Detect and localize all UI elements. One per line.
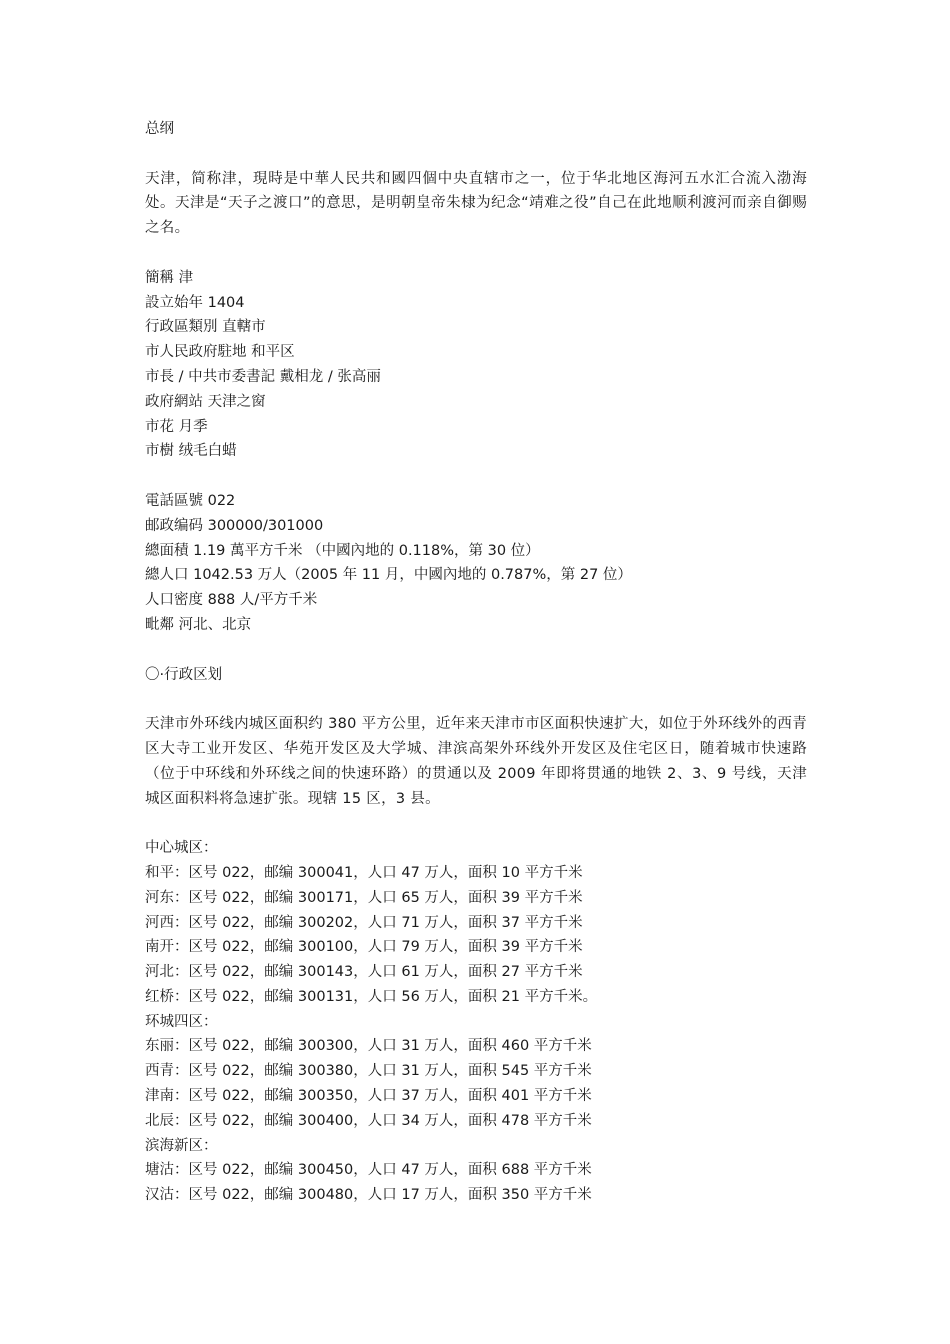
fact-line: 市人民政府駐地 和平区 xyxy=(145,344,295,361)
fact-line: 市花 月季 xyxy=(145,418,208,435)
fact-line: 行政區類別 直轄市 xyxy=(145,319,266,336)
district-line: 河东：区号 022，邮编 300171，人口 65 万人，面积 39 平方千米 xyxy=(145,889,583,906)
district-line: 和平：区号 022，邮编 300041，人口 47 万人，面积 10 平方千米 xyxy=(145,864,583,881)
district-line: 河北：区号 022，邮编 300143，人口 61 万人，面积 27 平方千米 xyxy=(145,964,583,981)
district-line: 河西：区号 022，邮编 300202，人口 71 万人，面积 37 平方千米 xyxy=(145,914,583,931)
district-group-label: 中心城区： xyxy=(145,840,218,857)
district-group-label: 环城四区： xyxy=(145,1013,218,1030)
district-list xyxy=(145,836,807,1208)
district-group-label: 滨海新区： xyxy=(145,1137,218,1154)
intro-paragraph: 天津，简称津，現時是中華人民共和國四個中央直辖市之一，位于华北地区海河五水汇合流入渤海处。天津是“天子之渡口”的意思，是明朝皇帝朱棣为纪念“靖难之役”自己在此地顺利渡河而亲自御赐之名。 xyxy=(145,170,807,237)
spacer xyxy=(145,811,807,836)
district-line: 东丽：区号 022，邮编 300300，人口 31 万人，面积 460 平方千米 xyxy=(145,1038,592,1055)
document-page xyxy=(145,117,807,1208)
district-line: 津南：区号 022，邮编 300350，人口 37 万人，面积 401 平方千米 xyxy=(145,1088,592,1105)
spacer xyxy=(145,241,807,266)
fact-line: 設立始年 1404 xyxy=(145,294,245,311)
fact-line: 總面積 1.19 萬平方千米 （中國內地的 0.118%，第 30 位） xyxy=(145,542,540,559)
fact-line: 總人口 1042.53 万人（2005 年 11 月，中國內地的 0.787%，第 27 位） xyxy=(145,567,632,584)
facts-list-2 xyxy=(145,489,807,638)
district-line: 塘沽：区号 022，邮编 300450，人口 47 万人，面积 688 平方千米 xyxy=(145,1162,592,1179)
section-paragraph: 天津市外环线内城区面积约 380 平方公里，近年来天津市市区面积快速扩大，如位于外环线外的西青区大寺工业开发区、华苑开发区及大学城、津滨高架外环线外开发区及住宅区日，随着城市快速路（位于中环线和外环线之间的快速环路）的贯通以及 2009 年即将贯通的地铁 2、3、9 号线，天津城区面积料将急速扩张。现辖 15 区，3 县。 xyxy=(145,716,807,807)
fact-line: 市長 / 中共市委書記 戴相龙 / 张高丽 xyxy=(145,368,381,385)
district-line: 北辰：区号 022，邮编 300400，人口 34 万人，面积 478 平方千米 xyxy=(145,1112,592,1129)
fact-line: 市樹 绒毛白蜡 xyxy=(145,443,237,460)
fact-line: 電話區號 022 xyxy=(145,492,236,509)
district-line: 红桥：区号 022，邮编 300131，人口 56 万人，面积 21 平方千米。 xyxy=(145,988,598,1005)
district-line: 西青：区号 022，邮编 300380，人口 31 万人，面积 545 平方千米 xyxy=(145,1063,592,1080)
spacer xyxy=(145,638,807,663)
district-line: 汉沽：区号 022，邮编 300480，人口 17 万人，面积 350 平方千米 xyxy=(145,1187,592,1204)
fact-line: 簡稱 津 xyxy=(145,269,194,286)
spacer xyxy=(145,142,807,167)
spacer xyxy=(145,687,807,712)
fact-line: 政府網站 天津之窗 xyxy=(145,393,266,410)
fact-line: 毗鄰 河北、北京 xyxy=(145,616,252,633)
fact-line: 人口密度 888 人/平方千米 xyxy=(145,592,318,609)
spacer xyxy=(145,464,807,489)
fact-line: 邮政编码 300000/301000 xyxy=(145,517,324,534)
heading: 总纲 xyxy=(145,121,174,137)
district-line: 南开：区号 022，邮编 300100，人口 79 万人，面积 39 平方千米 xyxy=(145,939,583,956)
section-title: 〇·行政区划 xyxy=(145,666,223,683)
facts-list-1 xyxy=(145,266,807,464)
